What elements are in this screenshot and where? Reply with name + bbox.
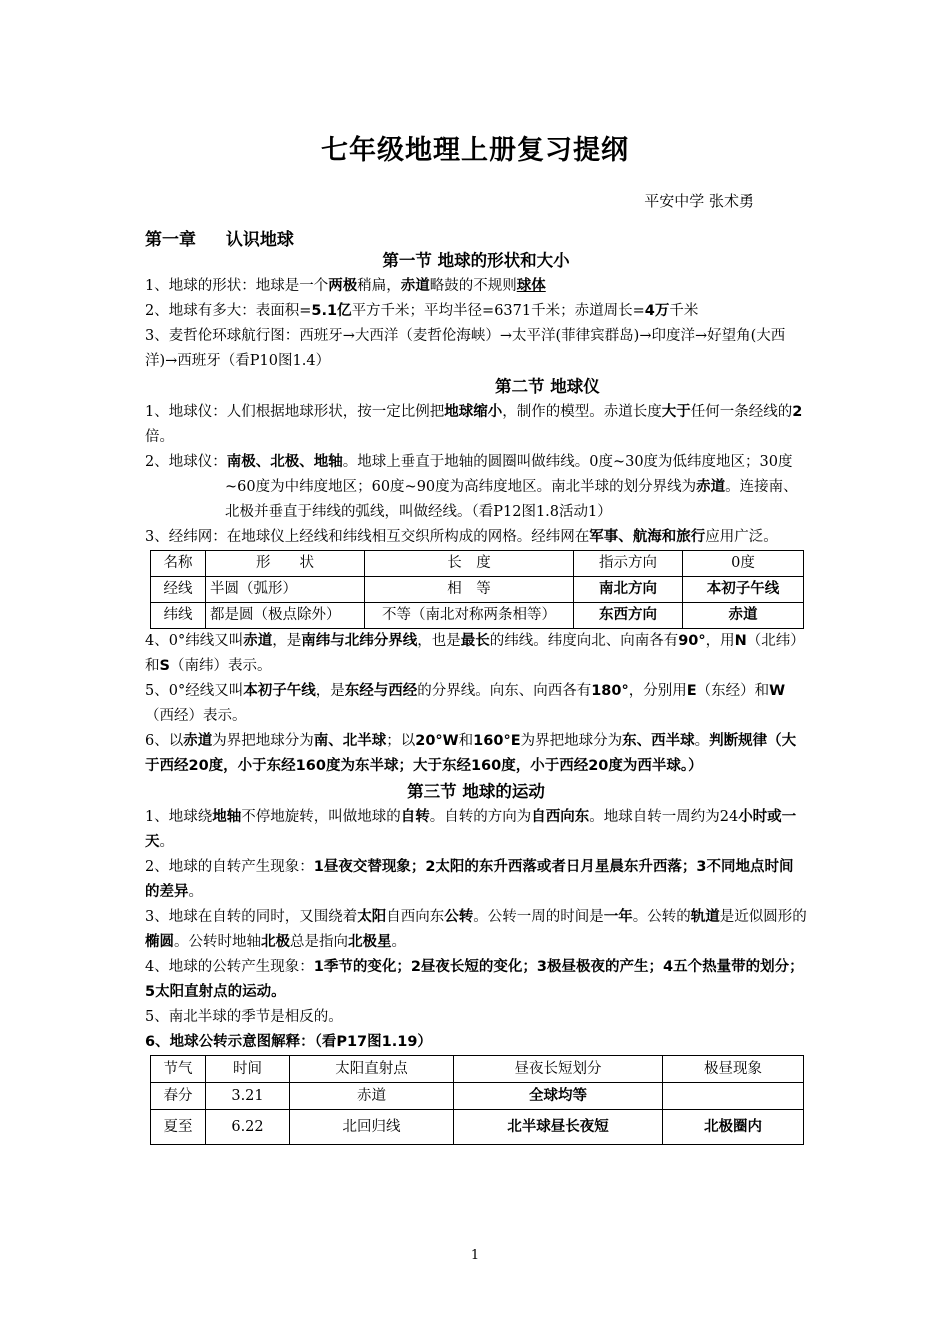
table-header-cell: 0度: [683, 551, 804, 577]
sec3-paragraph-6: 6、地球公转示意图解释：（看P17图1.19）: [145, 1034, 432, 1050]
sec3-paragraph-5: 5、南北半球的季节是相反的。: [145, 1009, 343, 1025]
document-title: 七年级地理上册复习提纲: [321, 135, 629, 166]
table-header-cell: 太阳直射点: [290, 1056, 454, 1083]
table-row: [151, 603, 804, 629]
latitude-longitude-table: [150, 550, 804, 629]
table-header-row: [151, 1056, 804, 1083]
table-cell: 春分: [151, 1083, 206, 1110]
table-row: [151, 1083, 804, 1110]
table-header-cell: 名称: [151, 551, 206, 577]
table-cell: 北极圈内: [663, 1110, 804, 1145]
sec2-paragraph-6: 6、以赤道为界把地球分为南、北半球；以20°W和160°E为界把地球分为东、西半球。判断规律（大于西经20度，小于东经160度为东半球；大于东经160度，小于西经20度为西半球。）: [145, 733, 797, 774]
sec2-paragraph-2: 2、地球仪：南极、北极、地轴。地球上垂直于地轴的圆圈叫做纬线。0度~30度为低纬度地区；30度~60度为中纬度地区；60度~90度为高纬度地区。南北半球的划分界线为赤道。连接南、北极并垂直于纬线的弧线，叫做经线。（看P12图1.8活动1）: [145, 454, 798, 520]
table-cell: 经线: [151, 577, 206, 603]
table-cell: 6.22: [206, 1110, 290, 1145]
table-header-cell: 昼夜长短划分: [454, 1056, 663, 1083]
content-body: [145, 248, 807, 1145]
table-cell: 本初子午线: [683, 577, 804, 603]
table-header-row: [151, 551, 804, 577]
page-number: 1: [470, 1248, 480, 1263]
table-cell: [663, 1083, 804, 1110]
sec3-paragraph-4: 4、地球的公转产生现象：1季节的变化；2昼夜长短的变化；3极昼极夜的产生；4五个热量带的划分；5太阳直射点的运动。: [145, 959, 804, 1000]
table-header-cell: 指示方向: [574, 551, 683, 577]
sec2-paragraph-4: 4、0°纬线又叫赤道，是南纬与北纬分界线，也是最长的纬线。纬度向北、向南各有90°，用N（北纬）和S（南纬）表示。: [145, 633, 805, 674]
chapter-heading: 第一章 认识地球: [145, 230, 294, 250]
section-1-title: 第一节 地球的形状和大小: [382, 251, 570, 270]
sec3-paragraph-3: 3、地球在自转的同时，又围绕着太阳自西向东公转。公转一周的时间是一年。公转的轨道是近似圆形的椭圆。公转时地轴北极总是指向北极星。: [145, 909, 807, 950]
section-2-title: 第二节 地球仪: [495, 377, 600, 396]
table-cell: 北回归线: [290, 1110, 454, 1145]
table-row: [151, 577, 804, 603]
solar-terms-table: [150, 1055, 804, 1145]
table-cell: 半圆（弧形）: [206, 577, 365, 603]
sec2-paragraph-1: 1、地球仪：人们根据地球形状，按一定比例把地球缩小，制作的模型。赤道长度大于任何一条经线的2倍。: [145, 404, 803, 445]
sec3-paragraph-1: 1、地球绕地轴不停地旋转，叫做地球的自转。自转的方向为自西向东。地球自转一周约为24小时或一天。: [145, 809, 797, 850]
table-cell: 赤道: [290, 1083, 454, 1110]
sec1-paragraph-2: 2、地球有多大：表面积=5.1亿平方千米；平均半径=6371千米；赤道周长=4万千米: [145, 303, 699, 319]
table-header-cell: 时间: [206, 1056, 290, 1083]
sec2-paragraph-3: 3、经纬网：在地球仪上经线和纬线相互交织所构成的网格。经纬网在军事、航海和旅行应用广泛。: [145, 529, 778, 545]
table-header-cell: 节气: [151, 1056, 206, 1083]
sec3-paragraph-2: 2、地球的自转产生现象：1昼夜交替现象；2太阳的东升西落或者日月星晨东升西落；3不同地点时间的差异。: [145, 859, 794, 900]
table-cell: 纬线: [151, 603, 206, 629]
sec1-paragraph-1: 1、地球的形状：地球是一个两极稍扁，赤道略鼓的不规则球体: [145, 278, 546, 294]
sec1-paragraph-3: 3、麦哲伦环球航行图：西班牙→大西洋（麦哲伦海峡）→太平洋(菲律宾群岛)→印度洋→好望角(大西洋)→西班牙（看P10图1.4）: [145, 328, 786, 369]
table-row: [151, 1110, 804, 1145]
sec2-paragraph-5: 5、0°经线又叫本初子午线，是东经与西经的分界线。向东、向西各有180°，分别用E（东经）和W（西经）表示。: [145, 683, 786, 724]
table-cell: 3.21: [206, 1083, 290, 1110]
table-cell: 相 等: [365, 577, 574, 603]
table-header-cell: 形 状: [206, 551, 365, 577]
table-header-cell: 极昼现象: [663, 1056, 804, 1083]
table-header-cell: 长 度: [365, 551, 574, 577]
table-cell: 赤道: [683, 603, 804, 629]
section-3-title: 第三节 地球的运动: [407, 782, 545, 801]
table-cell: 北半球昼长夜短: [454, 1110, 663, 1145]
author-line: 平安中学 张术勇: [644, 192, 754, 210]
table-cell: 夏至: [151, 1110, 206, 1145]
table-cell: 东西方向: [574, 603, 683, 629]
table-cell: 都是圆（极点除外）: [206, 603, 365, 629]
table-cell: 全球均等: [454, 1083, 663, 1110]
table-cell: 南北方向: [574, 577, 683, 603]
table-cell: 不等（南北对称两条相等）: [365, 603, 574, 629]
